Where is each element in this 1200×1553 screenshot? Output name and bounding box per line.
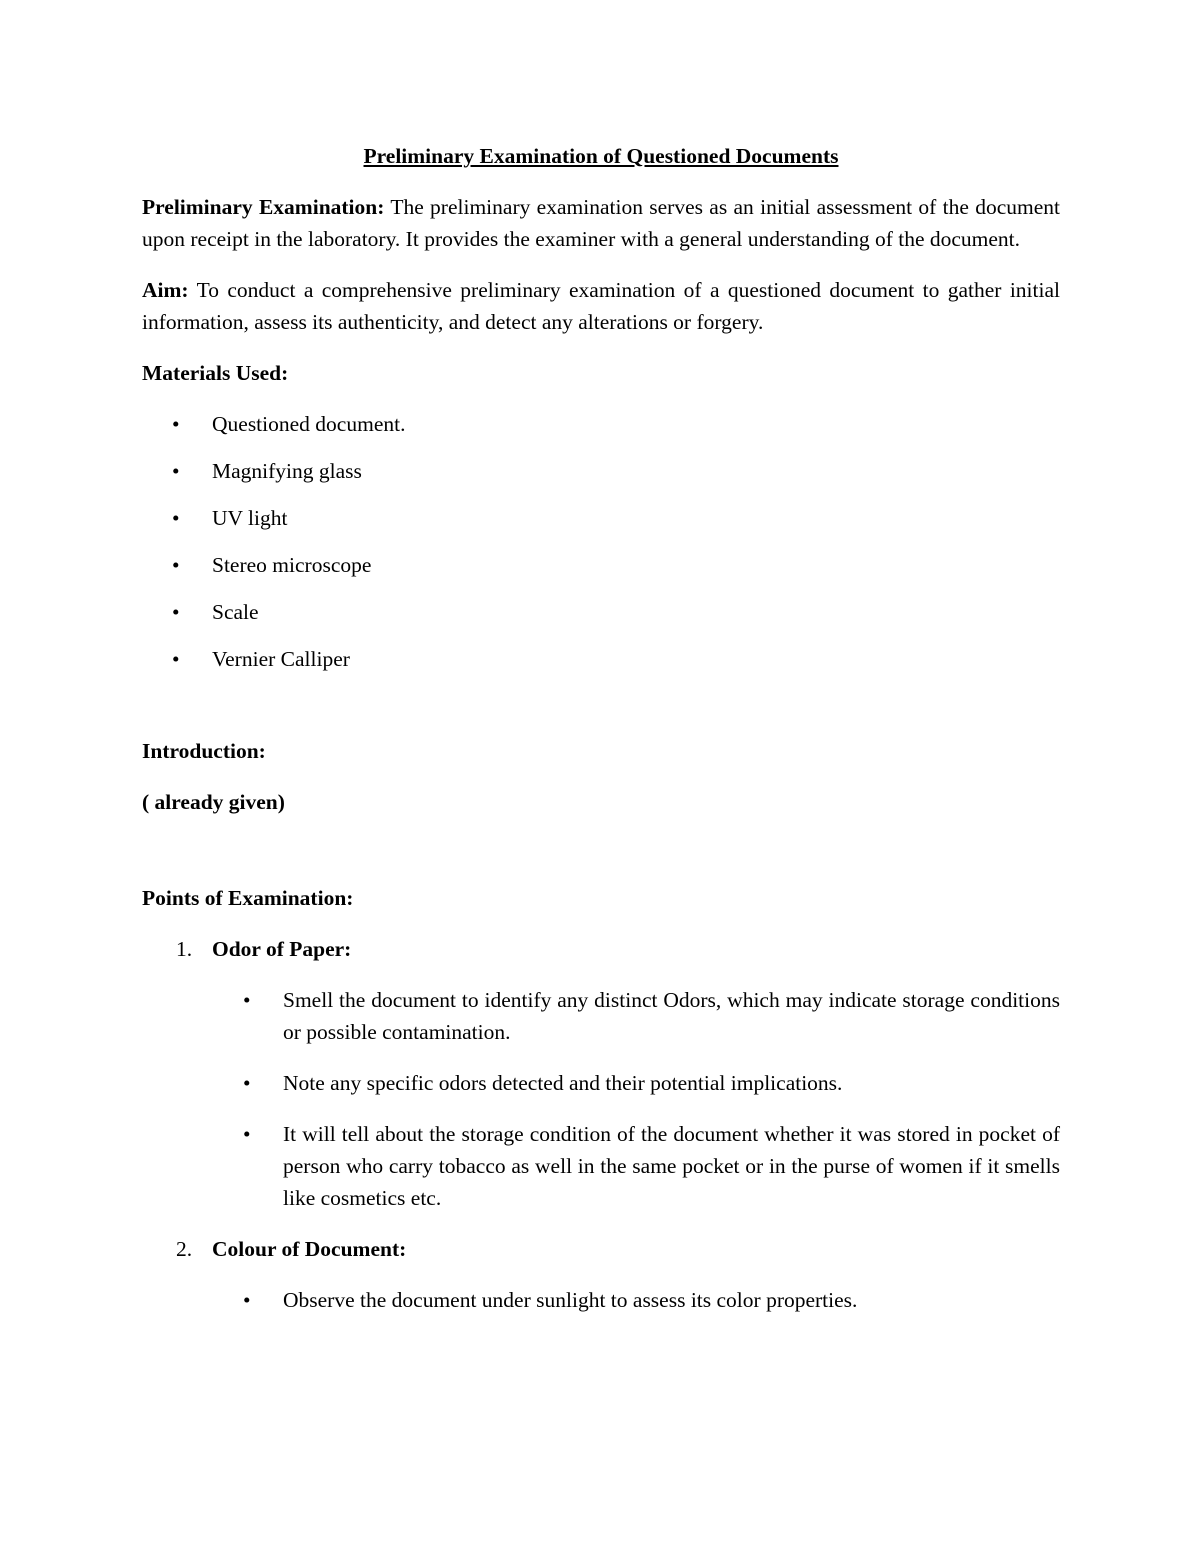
list-item: • It will tell about the storage condition of the document whether it was stored in pocket of person who carry tobacco as well in the same pocket or in the purse of women if it smells like cosmetics etc. xyxy=(142,1118,1060,1214)
spacer xyxy=(142,690,1060,735)
aim-paragraph xyxy=(142,274,1060,338)
aim-label: Aim: xyxy=(142,278,189,302)
introduction-note: ( already given) xyxy=(142,790,285,814)
point-colour xyxy=(142,1233,1060,1316)
point-title xyxy=(142,933,1060,965)
document-title: Preliminary Examination of Questioned Documents xyxy=(363,144,839,168)
intro-label: Preliminary Examination: xyxy=(142,195,385,219)
points-heading: Points of Examination: xyxy=(142,886,354,910)
materials-heading: Materials Used: xyxy=(142,361,289,385)
point-title-text: Odor of Paper: xyxy=(212,937,352,961)
introduction-heading: Introduction: xyxy=(142,739,266,763)
point-title-text: Colour of Document: xyxy=(212,1237,407,1261)
materials-list xyxy=(142,408,1060,675)
point-number: 2. xyxy=(176,1237,193,1261)
intro-text: The preliminary examination serves as an initial assessment of the document upon receipt in the laboratory. It provides the examiner with a general understanding of the document. xyxy=(142,195,1060,251)
list-item: • Note any specific odors detected and their potential implications. xyxy=(142,1067,1060,1099)
list-item: • UV light xyxy=(142,502,1060,534)
point-odor xyxy=(142,933,1060,1214)
aim-text: To conduct a comprehensive preliminary examination of a questioned document to gather initial information, assess its authenticity, and detect any alterations or forgery. xyxy=(142,278,1060,334)
points-list xyxy=(142,933,1060,1316)
intro-paragraph xyxy=(142,191,1060,255)
document-page xyxy=(142,140,1060,1335)
list-item: • Observe the document under sunlight to assess its color properties. xyxy=(142,1284,1060,1316)
list-item: • Scale xyxy=(142,596,1060,628)
list-item: • Smell the document to identify any distinct Odors, which may indicate storage conditions or possible contamination. xyxy=(142,984,1060,1048)
point-number: 1. xyxy=(176,937,193,961)
spacer xyxy=(142,837,1060,882)
list-item: • Stereo microscope xyxy=(142,549,1060,581)
list-item: • Questioned document. xyxy=(142,408,1060,440)
list-item: • Magnifying glass xyxy=(142,455,1060,487)
list-item: • Vernier Calliper xyxy=(142,643,1060,675)
point-title xyxy=(142,1233,1060,1265)
